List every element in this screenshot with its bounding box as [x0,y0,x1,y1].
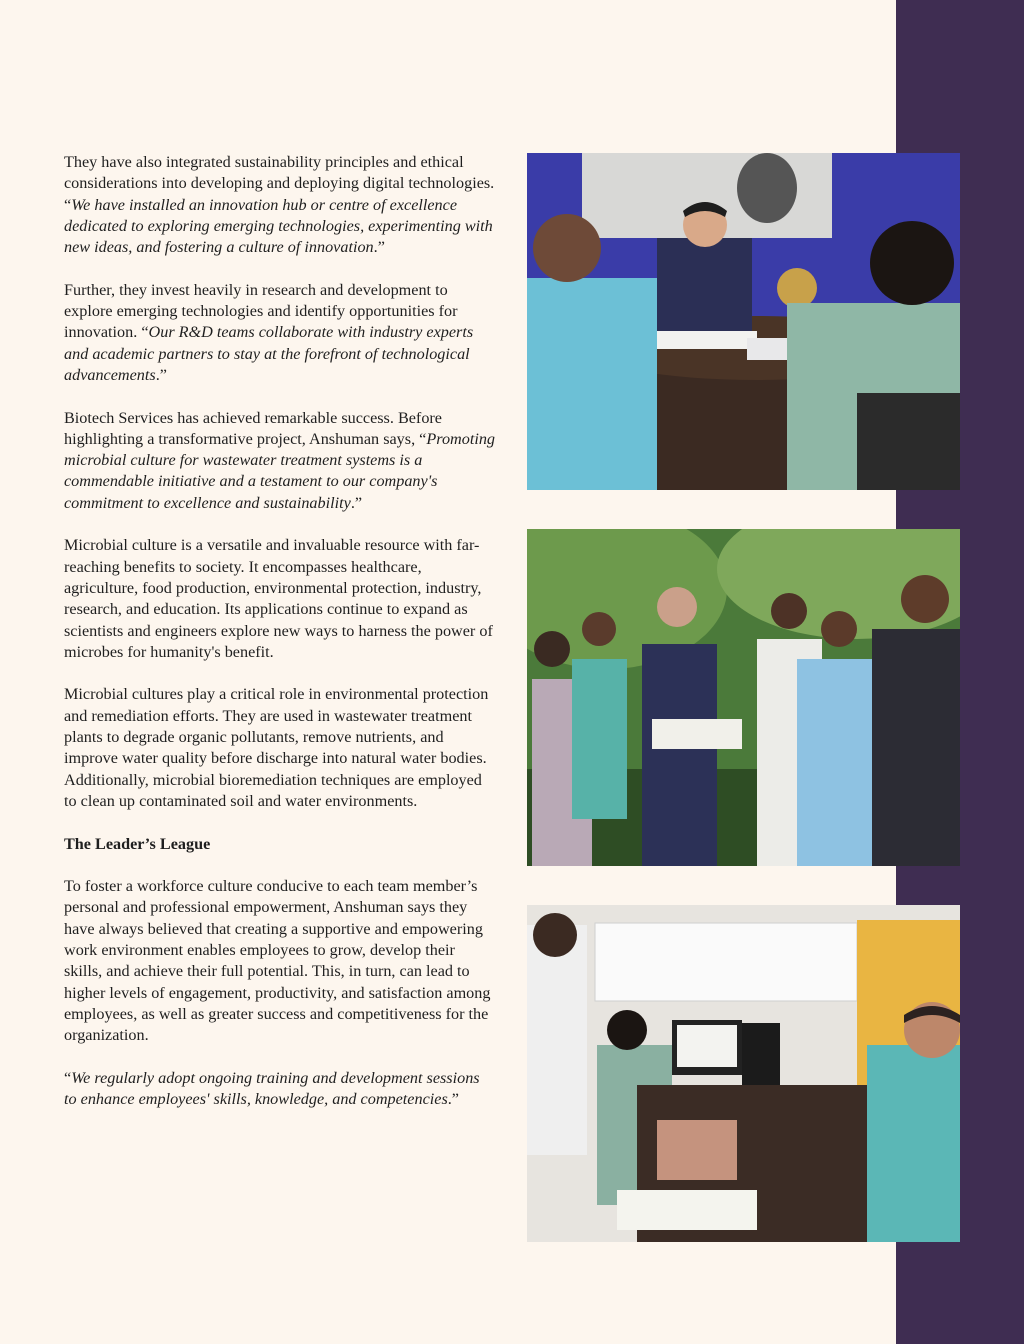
paragraph-remediation: Microbial cultures play a critical role in environmental protection and remediation efforts. They are used in wastewater treatment plants to degrade organic pollutants, remove nutrients, and improve water quality before discharge into natural water bodies. Additionally, microbial bioremediation techniques are employed to clean up contaminated soil and water environments. [64,685,489,810]
quote-training: We regularly adopt ongoing training and development sessions to enhance employees' skills, knowledge, and competencies [64,1068,480,1109]
paragraph-workforce: To foster a workforce culture conducive to each team member’s personal and professional empowerment, Anshuman says they have always believed that creating a supportive and empowering work environment enables employees to grow, develop their skills, and achieve their full potential. This, in turn, can lead to higher levels of engagement, productivity, and satisfaction among employees, as well as greater success and competitiveness for the organization. [64,877,491,1045]
paragraph-microbial-culture: Microbial culture is a versatile and invaluable resource with far-reaching benefits to society. It encompasses healthcare, agriculture, food production, environmental protection, industry, research, and education. Its applications continue to expand as scientists and engineers explore new ways to harness the power of microbes for humanity's benefit. [64,536,493,661]
section-heading: The Leader’s League [64,834,211,853]
paragraph-success: Biotech Services has achieved remarkable success. Before highlighting a transformative project, Anshuman says, “Promoting microbial culture for wastewater treatment systems is a commendable initiative and a testament to our company's commitment to excellence and sustainability.” [64,408,496,512]
article-text-column [64,152,496,1132]
computer-training-photo [527,905,960,1242]
quote-innovation-hub: We have installed an innovation hub or centre of excellence dedicated to exploring emerging technologies, experimenting with new ideas, and fostering a culture of innovation [64,195,493,257]
paragraph-innovation-hub: They have also integrated sustainability principles and ethical considerations into developing and deploying digital technologies. “We have installed an innovation hub or centre of excellence dedicated to exploring emerging technologies, experimenting with new ideas, and fostering a culture of innovation.” [64,153,495,257]
paragraph-closing-quote: “We regularly adopt ongoing training and development sessions to enhance employees' skills, knowledge, and competencies.” [64,1068,480,1109]
quote-microbial-culture: Promoting microbial culture for wastewater treatment systems is a commendable initiative and a testament to our company's commitment to excellence and sustainability [64,429,496,512]
paragraph-research: Further, they invest heavily in research and development to explore emerging technologies and identify opportunities for innovation. “Our R&D teams collaborate with industry experts and academic partners to stay at the forefront of technological advancements.” [64,280,474,384]
office-meeting-photo [527,153,960,490]
quote-rd-teams: Our R&D teams collaborate with industry experts and academic partners to stay at the forefront of technological advancements [64,323,474,384]
outdoor-group-photo [527,529,960,866]
